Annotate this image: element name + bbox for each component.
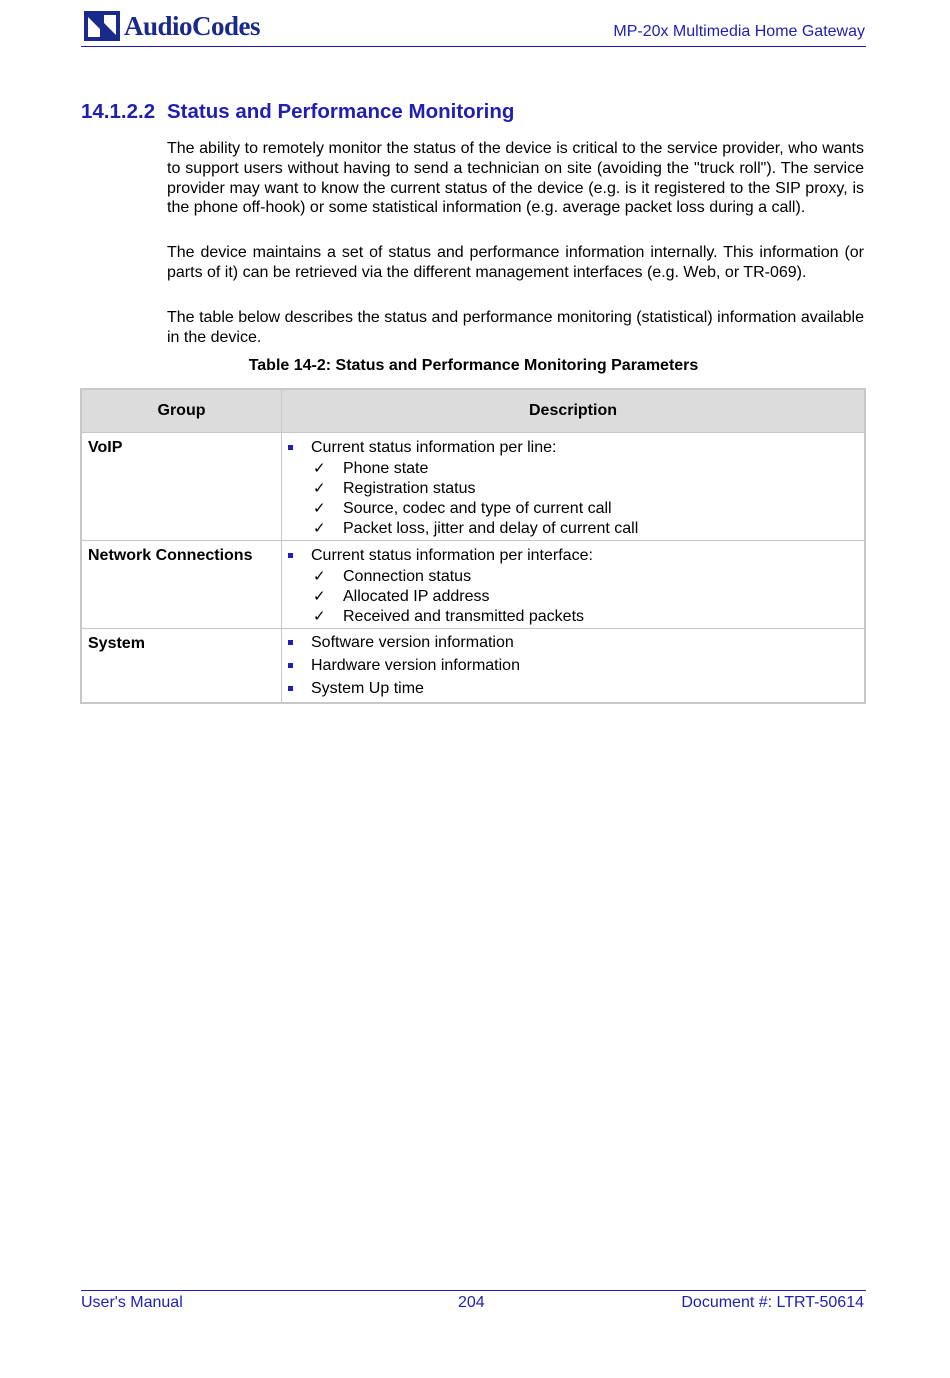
- group-name: VoIP: [88, 439, 123, 456]
- list-item: Current status information per line:: [282, 436, 864, 459]
- square-bullet-icon: [288, 445, 293, 450]
- group-name: System: [88, 635, 145, 652]
- table-header-row: [82, 390, 864, 433]
- square-bullet-icon: [288, 553, 293, 558]
- column-header-description: Description: [528, 402, 617, 419]
- list-item: ✓ Registration status: [313, 480, 476, 497]
- footer-manual-name: User's Manual: [81, 1294, 183, 1311]
- document-number: Document #: LTRT-50614: [681, 1294, 864, 1311]
- checkmark-icon: ✓: [313, 588, 326, 605]
- page-number: 204: [458, 1294, 485, 1311]
- list-item: ✓ Allocated IP address: [313, 588, 490, 605]
- list-item: ✓ Received and transmitted packets: [313, 608, 585, 625]
- checkmark-icon: ✓: [313, 480, 326, 497]
- logo-text: AudioCodes: [124, 10, 261, 41]
- list-item: Hardware version information: [282, 654, 864, 677]
- square-bullet-icon: [288, 663, 293, 668]
- checkmark-icon: ✓: [313, 520, 326, 537]
- parameters-table: [80, 388, 866, 704]
- section-heading: [81, 100, 514, 124]
- paragraph: The ability to remotely monitor the status of the device is critical to the service provider, who wants to support users without having to send a technician on site (avoiding the "truck roll"). The service provider may want to know the current status of the device (e.g. is it registered to the SIP proxy, is the phone off-hook) or some statistical information (e.g. average packet loss during a call).: [167, 140, 864, 217]
- list-item: Software version information: [282, 631, 864, 654]
- paragraph: The table below describes the status and performance monitoring (statistical) information available in the device.: [167, 309, 864, 346]
- footer-divider: [81, 1290, 866, 1291]
- paragraph: The device maintains a set of status and performance information internally. This information (or parts of it) can be retrieved via the different management interfaces (e.g. Web, or TR-069).: [167, 244, 864, 281]
- table-caption: Table 14-2: Status and Performance Monitoring Parameters: [248, 357, 699, 374]
- checkmark-icon: ✓: [313, 568, 326, 585]
- list-item: ✓ Source, codec and type of current call: [313, 500, 612, 517]
- list-item: ✓ Packet loss, jitter and delay of current call: [313, 520, 639, 537]
- list-item: ✓ Phone state: [313, 460, 429, 477]
- column-header-group: Group: [82, 390, 282, 432]
- list-item: Current status information per interface:: [282, 544, 864, 567]
- list-item: System Up time: [282, 677, 864, 700]
- company-logo: [84, 9, 260, 43]
- square-bullet-icon: [288, 640, 293, 645]
- table-row: [82, 628, 864, 702]
- checkmark-icon: ✓: [313, 608, 326, 625]
- list-item: ✓ Connection status: [313, 568, 472, 585]
- table-row: [82, 540, 864, 628]
- checkmark-icon: ✓: [313, 460, 326, 477]
- group-name: Network Connections: [88, 547, 253, 564]
- document-title: MP-20x Multimedia Home Gateway: [613, 23, 865, 40]
- audiocodes-logo-icon: [84, 11, 120, 41]
- table-row: [82, 433, 864, 540]
- section-number: 14.1.2.2: [81, 100, 156, 123]
- checkmark-icon: ✓: [313, 500, 326, 517]
- page-header: [81, 6, 866, 47]
- section-title: Status and Performance Monitoring: [167, 100, 515, 123]
- square-bullet-icon: [288, 686, 293, 691]
